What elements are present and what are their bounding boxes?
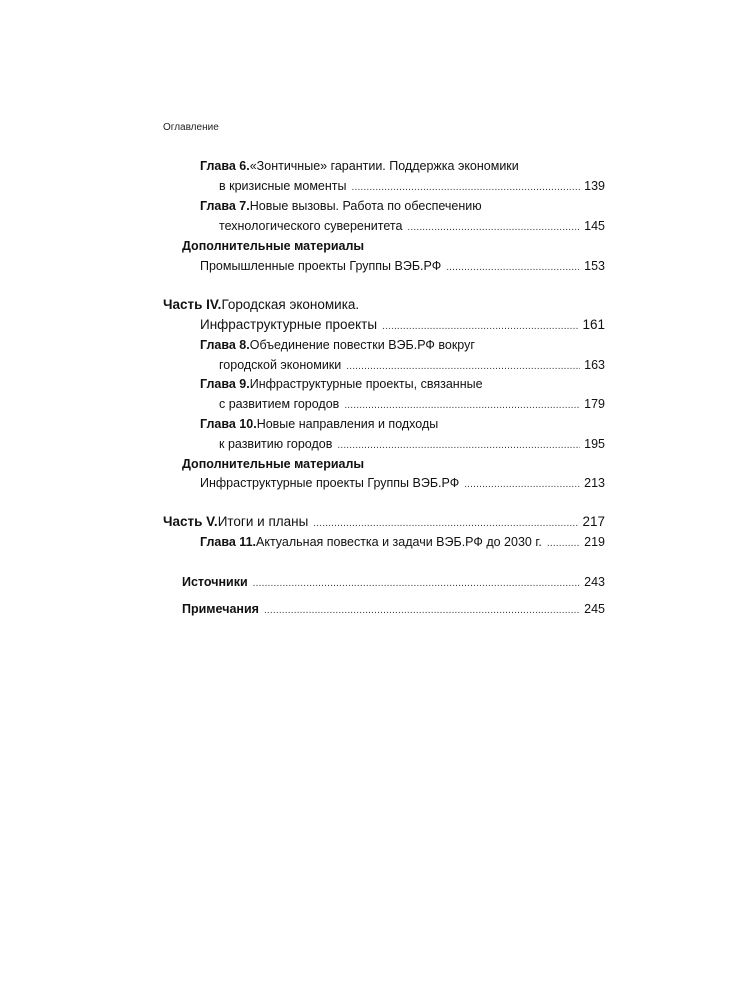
toc-entry-label: Часть IV. [163,297,222,312]
toc-page-number: 219 [584,535,605,549]
dot-leader [264,602,580,620]
dot-leader [352,179,581,197]
dot-leader [346,358,580,376]
toc-entry-title: к развитию городов [219,437,333,451]
toc-entry-title: Новые вызовы. Работа по обеспечению [249,199,482,213]
toc-part-4[interactable] [163,296,605,314]
toc-entry-title: Итоги и планы [217,514,309,529]
toc-entry-label: Глава 8. [200,338,250,352]
toc-part-5[interactable] [163,513,605,531]
toc-page-number: 161 [582,317,605,332]
toc-page-number: 195 [584,437,605,451]
toc-chapter-6[interactable] [200,157,605,175]
toc-page-number: 163 [584,358,605,372]
toc-sources[interactable] [182,573,605,591]
toc-entry-label: Глава 6. [200,159,250,173]
toc-entry-title: Городская экономика. [221,297,360,312]
toc-chapter-8[interactable] [200,336,605,354]
toc-chapter-8-cont[interactable] [219,356,605,374]
running-header: Оглавление [163,122,219,133]
toc-page-number: 145 [584,219,605,233]
toc-entry-title: городской экономики [219,358,342,372]
toc-entry-title: Промышленные проекты Группы ВЭБ.РФ [200,259,442,273]
toc-entry-title: технологического суверенитета [219,219,403,233]
toc-page-number: 245 [584,602,605,616]
dot-leader [446,259,580,277]
dot-leader [382,318,578,336]
dot-leader [407,219,580,237]
toc-entry-title: Актуальная повестка и задачи ВЭБ.РФ до 2030 г. [256,535,542,549]
toc-page-number: 179 [584,397,605,411]
dot-leader [547,535,580,553]
dot-leader [344,397,580,415]
toc-chapter-10-cont[interactable] [219,435,605,453]
toc-entry-label: Дополнительные материалы [182,457,365,471]
toc-supplementary-2[interactable] [182,455,605,473]
toc-chapter-6-cont[interactable] [219,177,605,195]
toc-entry-title: Новые направления и подходы [256,417,439,431]
toc-entry-label: Глава 10. [200,417,257,431]
toc-page-number: 243 [584,575,605,589]
toc-notes[interactable] [182,600,605,618]
toc-entry-title: Инфраструктурные проекты Группы ВЭБ.РФ [200,476,460,490]
dot-leader [464,476,580,494]
toc-page-number: 217 [582,514,605,529]
toc-entry-title: Объединение повестки ВЭБ.РФ вокруг [249,338,475,352]
toc-supplementary-1[interactable] [182,237,605,255]
toc-entry-label: Примечания [182,602,259,616]
toc-supplementary-2-item[interactable] [200,474,605,492]
toc-page-number: 139 [584,179,605,193]
toc-part-4-cont[interactable] [200,316,605,334]
toc-entry-title: «Зонтичные» гарантии. Поддержка экономики [249,159,519,173]
toc-chapter-9[interactable] [200,375,605,393]
toc-chapter-7[interactable] [200,197,605,215]
toc-page-number: 153 [584,259,605,273]
toc-page-number: 213 [584,476,605,490]
toc-supplementary-1-item[interactable] [200,257,605,275]
toc-entry-label: Источники [182,575,248,589]
toc-entry-label: Глава 11. [200,535,256,549]
toc-chapter-9-cont[interactable] [219,395,605,413]
toc-entry-label: Глава 9. [200,377,250,391]
dot-leader [337,437,580,455]
dot-leader [313,515,578,533]
dot-leader [253,575,580,593]
toc-chapter-10[interactable] [200,415,605,433]
toc-entry-title: Инфраструктурные проекты [200,317,378,332]
toc-chapter-11[interactable] [200,533,605,551]
toc-entry-title: Инфраструктурные проекты, связанные [249,377,483,391]
toc-entry-title: в кризисные моменты [219,179,347,193]
toc-entry-title: с развитием городов [219,397,340,411]
toc-entry-label: Глава 7. [200,199,250,213]
toc-entry-label: Часть V. [163,514,218,529]
toc-chapter-7-cont[interactable] [219,217,605,235]
toc-entry-label: Дополнительные материалы [182,239,365,253]
